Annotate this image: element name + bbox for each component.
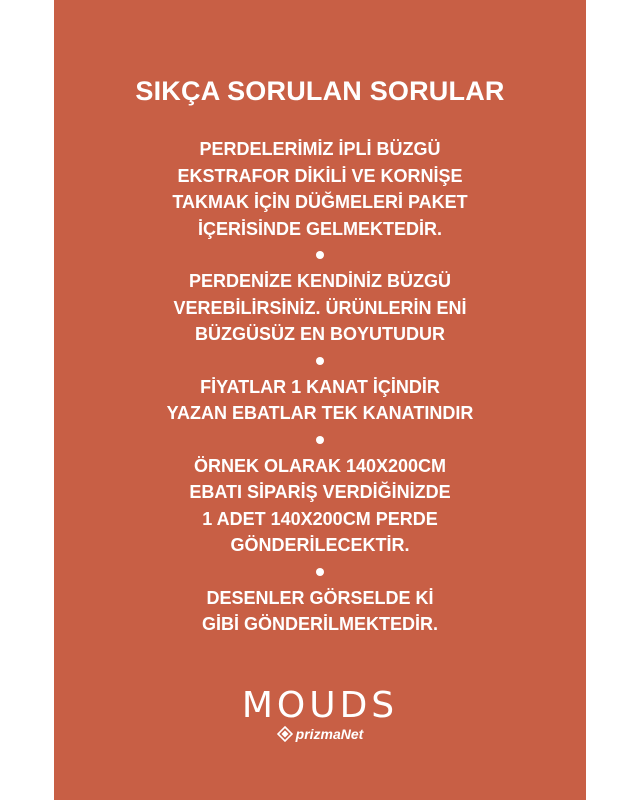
faq-panel — [54, 0, 586, 800]
faq-line: EBATI SİPARİŞ VERDİĞİNİZDE — [189, 482, 451, 502]
brand-logo — [54, 686, 586, 747]
bullet-icon — [316, 251, 324, 259]
faq-line: İÇERİSİNDE GELMEKTEDİR. — [197, 218, 443, 239]
bullet-icon — [316, 568, 324, 576]
faq-item — [54, 453, 586, 559]
faq-line: FİYATLAR 1 KANAT İÇİNDİR — [200, 376, 440, 397]
faq-item — [54, 585, 586, 638]
faq-line: DESENLER GÖRSELDE Kİ — [206, 587, 434, 608]
faq-line: YAZAN EBATLAR TEK KANATINDIR — [166, 403, 474, 423]
page-title: SIKÇA SORULAN SORULAR — [135, 76, 505, 106]
faq-line: PERDELERİMİZ İPLİ BÜZGÜ — [199, 139, 441, 159]
faq-item — [54, 268, 586, 348]
bullet-icon — [316, 436, 324, 444]
faq-line: TAKMAK İÇİN DÜĞMELERİ PAKET — [172, 192, 468, 212]
prizmanet-logo — [277, 726, 364, 742]
faq-line: GÖNDERİLECEKTİR. — [230, 535, 410, 555]
bullet-icon — [316, 357, 324, 365]
faq-item — [54, 136, 586, 242]
faq-line: 1 ADET 140X200CM PERDE — [202, 508, 438, 529]
faq-item — [54, 374, 586, 427]
faq-line: VEREBİLİRSİNİZ. ÜRÜNLERİN ENİ — [173, 297, 467, 318]
faq-line: PERDENİZE KENDİNİZ BÜZGÜ — [188, 271, 451, 291]
faq-line: ÖRNEK OLARAK 140X200CM — [193, 455, 447, 476]
faq-list — [54, 136, 586, 638]
mouds-logo: MOUDS — [241, 685, 399, 726]
faq-line: EKSTRAFOR DİKİLİ VE KORNİŞE — [177, 165, 463, 186]
prizma-logo-icon — [277, 726, 293, 742]
faq-line: GİBİ GÖNDERİLMEKTEDİR. — [201, 614, 438, 634]
prizmanet-label: prizmaNet — [295, 726, 364, 742]
faq-line: BÜZGÜSÜZ EN BOYUTUDUR — [195, 324, 445, 344]
